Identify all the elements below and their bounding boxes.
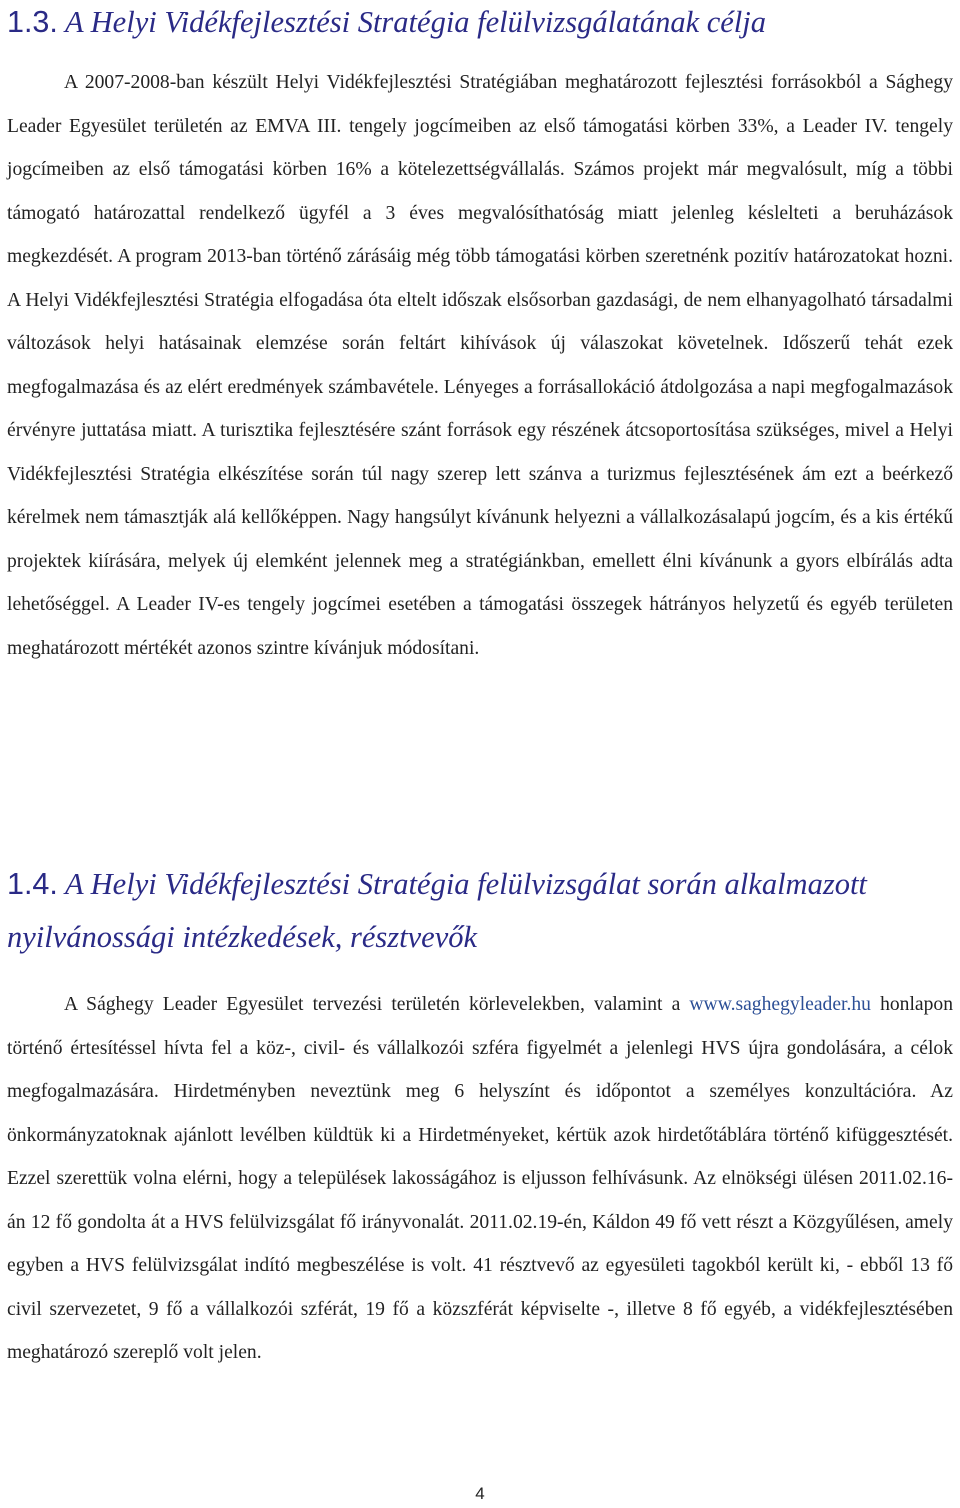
section-title-1-4: A Helyi Vidékfejlesztési Stratégia felülvizsgálat során alkalmazott nyilvánossági intézkedések, résztvevők — [7, 867, 867, 954]
page-number: 4 — [475, 1484, 485, 1503]
section-1-4-paragraph — [7, 983, 953, 1375]
section-heading-1-4 — [0, 858, 947, 964]
section-number-1-3: 1.3. — [7, 5, 58, 39]
paragraph-text-before-link: A Sághegy Leader Egyesület tervezési területén körlevelekben, valamint a — [64, 994, 690, 1015]
section-number-1-4: 1.4. — [7, 867, 58, 901]
section-1-3-paragraph: A 2007-2008-ban készült Helyi Vidékfejlesztési Stratégiában meghatározott fejlesztési forrásokból a Sághegy Leader Egyesület területén az EMVA III. tengely jogcímeiben az első támogatási körben 33%, a Leader IV. tengely jogcímeiben az első támogatási körben 16% a kötelezettségvállalás. Számos projekt már megvalósult, míg a többi támogató határozattal rendelkező ügyfél a 3 éves megvalósíthatóság miatt jelenleg késlelteti a beruházások megkezdését. A program 2013-ban történő zárásáig még több támogatási körben szeretnénk pozitív határozatokat hozni. A Helyi Vidékfejlesztési Stratégia elfogadása óta eltelt időszak elsősorban gazdasági, de nem elhanyagolható társadalmi változások helyi hatásainak elemzése során feltárt kihívások új válaszokat követelnek. Időszerű tehát ezek megfogalmazása és az elért eredmények számbavétele. Lényeges a forrásallokáció átdolgozása a napi megfogalmazások érvényre juttatása miatt. A turisztika fejlesztésére szánt források egy részének átcsoportosítása szükséges, mivel a Helyi Vidékfejlesztési Stratégia elkészítése során túl nagy szerep lett szánva a turizmus fejlesztésének ám ezt a beérkező kérelmek nem támasztják alá kellőképpen. Nagy hangsúlyt kívánunk helyezni a vállalkozásalapú jogcím, és a kis értékű projektek kiírására, melyek új elemként jelennek meg a stratégiánkban, emellett élni kívánunk a gyors elbírálás adta lehetőséggel. A Leader IV-es tengely jogcímei esetében a támogatási összegek hátrányos helyzetű és egyéb területen meghatározott mértékét azonos szintre kívánjuk módosítani. — [7, 72, 953, 659]
website-link[interactable]: www.saghegyleader.hu — [689, 994, 871, 1015]
section-title-1-3: A Helyi Vidékfejlesztési Stratégia felülvizsgálatának célja — [64, 5, 767, 39]
section-heading-1-3 — [0, 4, 960, 40]
paragraph-text-after-link: honlapon történő értesítéssel hívta fel a köz-, civil- és vállalkozói szféra figyelmét a jelenlegi HVS újra gondolására, a célok megfogalmazására. Hirdetményben neveztünk meg 6 helyszínt és időpontot a személyes konzultációra. Az önkormányzatoknak ajánlott levélben küldtük ki a Hirdetményeket, kértük azok hirdetőtáblára történő kifüggesztését. Ezzel szerettük volna elérni, hogy a települések lakosságához is eljusson felhívásunk. Az elnökségi ülésen 2011.02.16-án 12 fő gondolta át a HVS felülvizsgálat fő irányvonalát. 2011.02.19-én, Káldon 49 fő vett részt a Közgyűlésen, amely egyben a HVS felülvizsgálat indító megbeszélése is volt. 41 résztvevő az egyesületi tagokból került ki, - ebből 13 fő civil szervezetet, 9 fő a vállalkozói szférát, 19 fő a közszférát képviselte -, illetve 8 fő egyéb, a vidékfejlesztésében meghatározó szereplő volt jelen. — [7, 994, 953, 1363]
